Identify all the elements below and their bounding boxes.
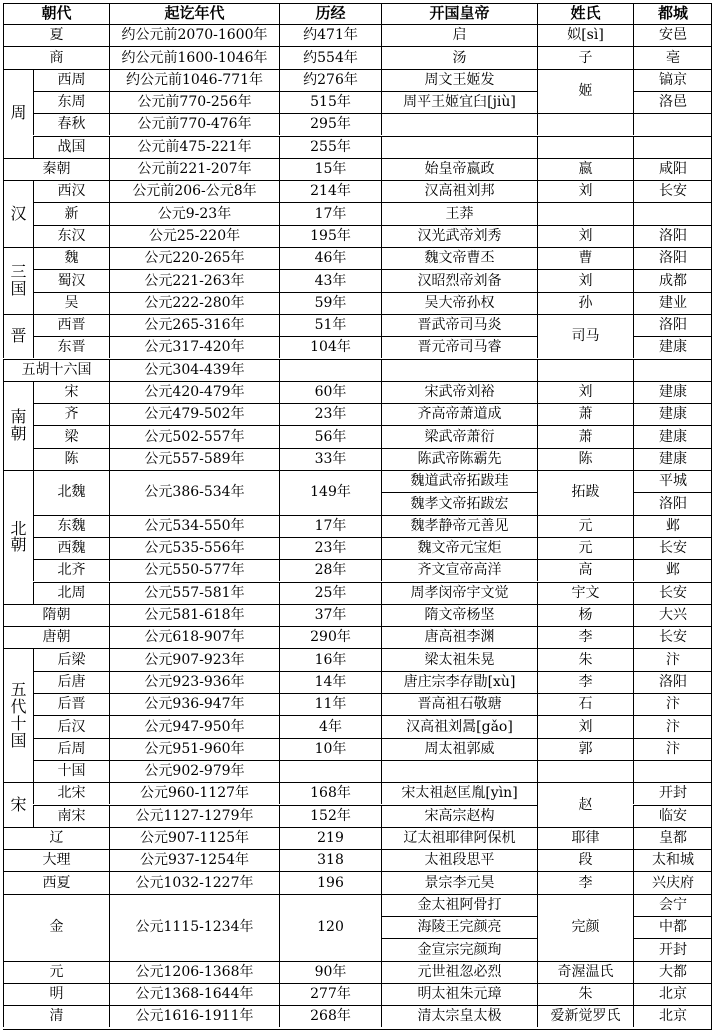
founder-cell: 太祖段思平 [381, 849, 537, 871]
dynasty-group: 汉 [3, 180, 33, 247]
duration-cell: 37年 [279, 604, 381, 626]
duration-cell: 290年 [279, 626, 381, 648]
duration-cell: 23年 [279, 403, 381, 425]
period-cell: 公元9-23年 [109, 202, 279, 224]
surname-cell: 宇文 [537, 582, 633, 604]
dynasty-cell: 宋 [33, 381, 109, 403]
capital-cell: 汴 [633, 738, 712, 760]
duration-cell: 16年 [279, 648, 381, 670]
founder-cell: 金宣宗完颜珣 [381, 938, 537, 960]
founder-cell: 海陵王完颜亮 [381, 916, 537, 938]
duration-cell: 60年 [279, 381, 381, 403]
duration-cell: 10年 [279, 738, 381, 760]
dynasty-cell: 东晋 [33, 336, 109, 358]
surname-cell: 姒[sì] [537, 24, 633, 46]
founder-cell [381, 359, 537, 381]
period-cell: 公元618-907年 [109, 626, 279, 648]
period-cell: 公元907-1125年 [109, 827, 279, 849]
founder-cell: 汉光武帝刘秀 [381, 225, 537, 247]
dynasty-cell: 后唐 [33, 671, 109, 693]
capital-cell: 平城 [633, 470, 712, 492]
capital-cell: 临安 [633, 805, 712, 827]
dynasty-cell: 战国 [33, 136, 109, 158]
capital-cell [633, 136, 712, 158]
founder-cell: 启 [381, 24, 537, 46]
founder-cell [381, 760, 537, 782]
surname-cell: 孙 [537, 292, 633, 314]
duration-cell: 56年 [279, 425, 381, 447]
founder-cell: 周太祖郭威 [381, 738, 537, 760]
capital-cell: 开封 [633, 938, 712, 960]
dynasty-cell: 蜀汉 [33, 269, 109, 291]
capital-cell: 汴 [633, 693, 712, 715]
period-cell: 公元535-556年 [109, 537, 279, 559]
duration-cell: 149年 [279, 470, 381, 515]
duration-cell: 约471年 [279, 24, 381, 46]
capital-cell: 会宁 [633, 894, 712, 916]
capital-cell: 太和城 [633, 849, 712, 871]
founder-cell: 周文王姬发 [381, 69, 537, 91]
duration-cell: 约554年 [279, 46, 381, 68]
founder-cell: 宋高宗赵构 [381, 805, 537, 827]
surname-cell: 嬴 [537, 158, 633, 180]
surname-cell [537, 760, 633, 782]
founder-cell: 汉高祖刘邦 [381, 180, 537, 202]
dynasty-cell: 梁 [33, 425, 109, 447]
surname-cell: 朱 [537, 648, 633, 670]
surname-cell: 元 [537, 537, 633, 559]
duration-cell: 51年 [279, 314, 381, 336]
founder-cell: 晋元帝司马睿 [381, 336, 537, 358]
duration-cell [279, 760, 381, 782]
period-cell: 公元479-502年 [109, 403, 279, 425]
founder-cell: 王莽 [381, 202, 537, 224]
surname-cell: 奇渥温氏 [537, 961, 633, 983]
dynasty-cell: 明 [3, 983, 109, 1005]
capital-cell: 洛阳 [633, 314, 712, 336]
founder-cell: 汉昭烈帝刘备 [381, 269, 537, 291]
duration-cell: 33年 [279, 448, 381, 470]
surname-cell: 元 [537, 515, 633, 537]
duration-cell: 214年 [279, 180, 381, 202]
surname-cell: 赵 [537, 782, 633, 827]
period-cell: 公元951-960年 [109, 738, 279, 760]
period-cell: 公元1206-1368年 [109, 961, 279, 983]
duration-cell: 约276年 [279, 69, 381, 91]
dynasty-cell: 辽 [3, 827, 109, 849]
duration-cell: 17年 [279, 515, 381, 537]
dynasty-cell: 陈 [33, 448, 109, 470]
surname-cell: 姬 [537, 69, 633, 114]
dynasty-cell: 西夏 [3, 871, 109, 893]
period-cell: 公元221-263年 [109, 269, 279, 291]
surname-cell [537, 202, 633, 224]
dynasty-cell: 唐朝 [3, 626, 109, 648]
dynasty-group: 三国 [3, 247, 33, 314]
surname-cell [537, 359, 633, 381]
duration-cell: 28年 [279, 559, 381, 581]
header-dynasty: 朝代 [3, 3, 109, 24]
capital-cell: 建康 [633, 381, 712, 403]
capital-cell: 建康 [633, 403, 712, 425]
surname-cell: 刘 [537, 381, 633, 403]
period-cell: 约公元前1600-1046年 [109, 46, 279, 68]
dynasty-cell: 东魏 [33, 515, 109, 537]
dynasty-cell: 西魏 [33, 537, 109, 559]
period-cell: 公元前475-221年 [109, 136, 279, 158]
period-cell: 公元386-534年 [109, 470, 279, 515]
header-period: 起讫年代 [109, 3, 279, 24]
founder-cell: 魏文帝曹丕 [381, 247, 537, 269]
dynasty-cell: 西汉 [33, 180, 109, 202]
duration-cell: 295年 [279, 113, 381, 135]
duration-cell: 104年 [279, 336, 381, 358]
capital-cell: 长安 [633, 180, 712, 202]
period-cell: 公元前770-476年 [109, 113, 279, 135]
header-founder: 开国皇帝 [381, 3, 537, 24]
founder-cell: 魏孝文帝拓跋宏 [381, 492, 537, 514]
table-border-right [711, 3, 712, 1030]
dynasty-cell: 后周 [33, 738, 109, 760]
period-cell: 公元902-979年 [109, 760, 279, 782]
period-cell: 公元25-220年 [109, 225, 279, 247]
dynasty-cell: 魏 [33, 247, 109, 269]
period-cell: 公元420-479年 [109, 381, 279, 403]
duration-cell: 23年 [279, 537, 381, 559]
founder-cell: 金太祖阿骨打 [381, 894, 537, 916]
dynasty-cell: 金 [3, 894, 109, 961]
surname-cell: 萧 [537, 425, 633, 447]
period-cell: 公元前221-207年 [109, 158, 279, 180]
founder-cell: 周孝闵帝宇文觉 [381, 582, 537, 604]
surname-cell [537, 136, 633, 158]
surname-cell: 司马 [537, 314, 633, 359]
period-cell: 公元317-420年 [109, 336, 279, 358]
duration-cell: 219 [279, 827, 381, 849]
surname-cell: 高 [537, 559, 633, 581]
capital-cell: 成都 [633, 269, 712, 291]
capital-cell: 汴 [633, 648, 712, 670]
capital-cell: 大都 [633, 961, 712, 983]
capital-cell: 大兴 [633, 604, 712, 626]
dynasty-cell: 吴 [33, 292, 109, 314]
dynasty-group: 南朝 [3, 381, 33, 470]
founder-cell: 始皇帝嬴政 [381, 158, 537, 180]
dynasty-cell: 北魏 [33, 470, 109, 515]
founder-cell: 晋高祖石敬瑭 [381, 693, 537, 715]
surname-cell: 萧 [537, 403, 633, 425]
founder-cell: 魏文帝元宝炬 [381, 537, 537, 559]
capital-cell: 镐京 [633, 69, 712, 91]
dynasty-cell: 五胡十六国 [3, 359, 109, 381]
period-cell: 公元1368-1644年 [109, 983, 279, 1005]
period-cell: 约公元前2070-1600年 [109, 24, 279, 46]
surname-cell: 拓跋 [537, 470, 633, 515]
founder-cell [381, 136, 537, 158]
period-cell: 公元947-950年 [109, 715, 279, 737]
period-cell: 公元1127-1279年 [109, 805, 279, 827]
founder-cell: 魏孝静帝元善见 [381, 515, 537, 537]
founder-cell: 唐高祖李渊 [381, 626, 537, 648]
founder-cell: 吴大帝孙权 [381, 292, 537, 314]
dynasty-cell: 秦朝 [3, 158, 109, 180]
duration-cell: 318 [279, 849, 381, 871]
duration-cell: 90年 [279, 961, 381, 983]
dynasty-cell: 西周 [33, 69, 109, 91]
capital-cell: 安邑 [633, 24, 712, 46]
capital-cell: 长安 [633, 626, 712, 648]
surname-cell: 李 [537, 626, 633, 648]
capital-cell: 建康 [633, 336, 712, 358]
dynasty-group: 晋 [3, 314, 33, 359]
header-duration: 历经 [279, 3, 381, 24]
dynasty-cell: 新 [33, 202, 109, 224]
dynasty-cell: 后晋 [33, 693, 109, 715]
duration-cell: 196 [279, 871, 381, 893]
duration-cell: 255年 [279, 136, 381, 158]
capital-cell: 皇都 [633, 827, 712, 849]
capital-cell: 建康 [633, 448, 712, 470]
founder-cell: 周平王姬宜臼[jiù] [381, 91, 537, 113]
capital-cell: 北京 [633, 983, 712, 1005]
capital-cell: 兴庆府 [633, 871, 712, 893]
surname-cell: 曹 [537, 247, 633, 269]
duration-cell: 15年 [279, 158, 381, 180]
dynasty-cell: 元 [3, 961, 109, 983]
duration-cell: 43年 [279, 269, 381, 291]
founder-cell: 魏道武帝拓跋珪 [381, 470, 537, 492]
dynasty-cell: 后梁 [33, 648, 109, 670]
period-cell: 公元1616-1911年 [109, 1005, 279, 1027]
period-cell: 公元前770-256年 [109, 91, 279, 113]
duration-cell: 195年 [279, 225, 381, 247]
dynasty-cell: 春秋 [33, 113, 109, 135]
duration-cell: 4年 [279, 715, 381, 737]
dynasty-cell: 齐 [33, 403, 109, 425]
dynasty-cell: 十国 [33, 760, 109, 782]
duration-cell: 14年 [279, 671, 381, 693]
dynasty-cell: 东周 [33, 91, 109, 113]
surname-cell: 刘 [537, 180, 633, 202]
header-surname: 姓氏 [537, 3, 633, 24]
duration-cell: 11年 [279, 693, 381, 715]
dynasty-cell: 南宋 [33, 805, 109, 827]
capital-cell: 建业 [633, 292, 712, 314]
period-cell: 公元304-439年 [109, 359, 279, 381]
surname-cell: 子 [537, 46, 633, 68]
surname-cell: 李 [537, 671, 633, 693]
period-cell: 公元936-947年 [109, 693, 279, 715]
capital-cell: 亳 [633, 46, 712, 68]
dynasty-cell: 北齐 [33, 559, 109, 581]
capital-cell [633, 113, 712, 135]
founder-cell: 梁武帝萧衍 [381, 425, 537, 447]
period-cell: 公元557-581年 [109, 582, 279, 604]
surname-cell: 刘 [537, 225, 633, 247]
surname-cell: 杨 [537, 604, 633, 626]
surname-cell: 完颜 [537, 894, 633, 961]
capital-cell: 长安 [633, 537, 712, 559]
surname-cell: 陈 [537, 448, 633, 470]
duration-cell: 515年 [279, 91, 381, 113]
period-cell: 公元907-923年 [109, 648, 279, 670]
founder-cell: 景宗李元昊 [381, 871, 537, 893]
period-cell: 公元265-316年 [109, 314, 279, 336]
founder-cell: 唐庄宗李存勖[xù] [381, 671, 537, 693]
period-cell: 公元557-589年 [109, 448, 279, 470]
founder-cell: 晋武帝司马炎 [381, 314, 537, 336]
capital-cell: 洛阳 [633, 247, 712, 269]
surname-cell: 郭 [537, 738, 633, 760]
dynasty-group: 五代十国 [3, 648, 33, 782]
period-cell: 公元1032-1227年 [109, 871, 279, 893]
capital-cell: 洛阳 [633, 671, 712, 693]
capital-cell: 邺 [633, 559, 712, 581]
duration-cell: 152年 [279, 805, 381, 827]
capital-cell [633, 359, 712, 381]
period-cell: 公元937-1254年 [109, 849, 279, 871]
period-cell: 公元1115-1234年 [109, 894, 279, 961]
capital-cell: 洛邑 [633, 91, 712, 113]
capital-cell: 汴 [633, 715, 712, 737]
surname-cell: 段 [537, 849, 633, 871]
capital-cell: 洛阳 [633, 225, 712, 247]
dynasty-cell: 大理 [3, 849, 109, 871]
founder-cell: 齐文宣帝高洋 [381, 559, 537, 581]
duration-cell [279, 359, 381, 381]
duration-cell: 25年 [279, 582, 381, 604]
founder-cell: 明太祖朱元璋 [381, 983, 537, 1005]
period-cell: 公元581-618年 [109, 604, 279, 626]
founder-cell: 隋文帝杨坚 [381, 604, 537, 626]
period-cell: 公元534-550年 [109, 515, 279, 537]
capital-cell: 建康 [633, 425, 712, 447]
founder-cell: 梁太祖朱晃 [381, 648, 537, 670]
dynasty-cell: 后汉 [33, 715, 109, 737]
founder-cell [381, 113, 537, 135]
dynasty-cell: 西晋 [33, 314, 109, 336]
dynasty-cell: 隋朝 [3, 604, 109, 626]
surname-cell: 爱新觉罗氏 [537, 1005, 633, 1027]
duration-cell: 59年 [279, 292, 381, 314]
founder-cell: 宋太祖赵匡胤[yìn] [381, 782, 537, 804]
duration-cell: 46年 [279, 247, 381, 269]
capital-cell [633, 202, 712, 224]
founder-cell: 汉高祖刘暠[gǎo] [381, 715, 537, 737]
capital-cell: 长安 [633, 582, 712, 604]
period-cell: 公元220-265年 [109, 247, 279, 269]
period-cell: 公元550-577年 [109, 559, 279, 581]
period-cell: 公元923-936年 [109, 671, 279, 693]
surname-cell: 耶律 [537, 827, 633, 849]
founder-cell: 清太宗皇太极 [381, 1005, 537, 1027]
dynasty-cell: 夏 [3, 24, 109, 46]
founder-cell: 汤 [381, 46, 537, 68]
duration-cell: 120 [279, 894, 381, 961]
table-border-bottom [3, 1029, 712, 1030]
dynasty-cell: 东汉 [33, 225, 109, 247]
founder-cell: 辽太祖耶律阿保机 [381, 827, 537, 849]
duration-cell: 277年 [279, 983, 381, 1005]
capital-cell: 开封 [633, 782, 712, 804]
capital-cell: 北京 [633, 1005, 712, 1027]
dynasty-cell: 北周 [33, 582, 109, 604]
dynasty-cell: 清 [3, 1005, 109, 1027]
surname-cell: 石 [537, 693, 633, 715]
surname-cell: 李 [537, 871, 633, 893]
dynasty-group: 宋 [3, 782, 33, 827]
dynasty-cell: 商 [3, 46, 109, 68]
dynasty-cell: 北宋 [33, 782, 109, 804]
capital-cell [633, 760, 712, 782]
dynasty-group: 周 [3, 69, 33, 158]
capital-cell: 中都 [633, 916, 712, 938]
period-cell: 公元502-557年 [109, 425, 279, 447]
surname-cell: 朱 [537, 983, 633, 1005]
founder-cell: 元世祖忽必烈 [381, 961, 537, 983]
header-capital: 都城 [633, 3, 712, 24]
founder-cell: 宋武帝刘裕 [381, 381, 537, 403]
period-cell: 公元前206-公元8年 [109, 180, 279, 202]
duration-cell: 268年 [279, 1005, 381, 1027]
surname-cell: 刘 [537, 715, 633, 737]
surname-cell: 刘 [537, 269, 633, 291]
period-cell: 公元960-1127年 [109, 782, 279, 804]
dynasty-group: 北朝 [3, 470, 33, 604]
founder-cell: 齐高帝萧道成 [381, 403, 537, 425]
capital-cell: 咸阳 [633, 158, 712, 180]
period-cell: 约公元前1046-771年 [109, 69, 279, 91]
capital-cell: 邺 [633, 515, 712, 537]
surname-cell [537, 113, 633, 135]
founder-cell: 陈武帝陈霸先 [381, 448, 537, 470]
duration-cell: 17年 [279, 202, 381, 224]
capital-cell: 洛阳 [633, 492, 712, 514]
dynasty-table [3, 3, 712, 1030]
period-cell: 公元222-280年 [109, 292, 279, 314]
duration-cell: 168年 [279, 782, 381, 804]
